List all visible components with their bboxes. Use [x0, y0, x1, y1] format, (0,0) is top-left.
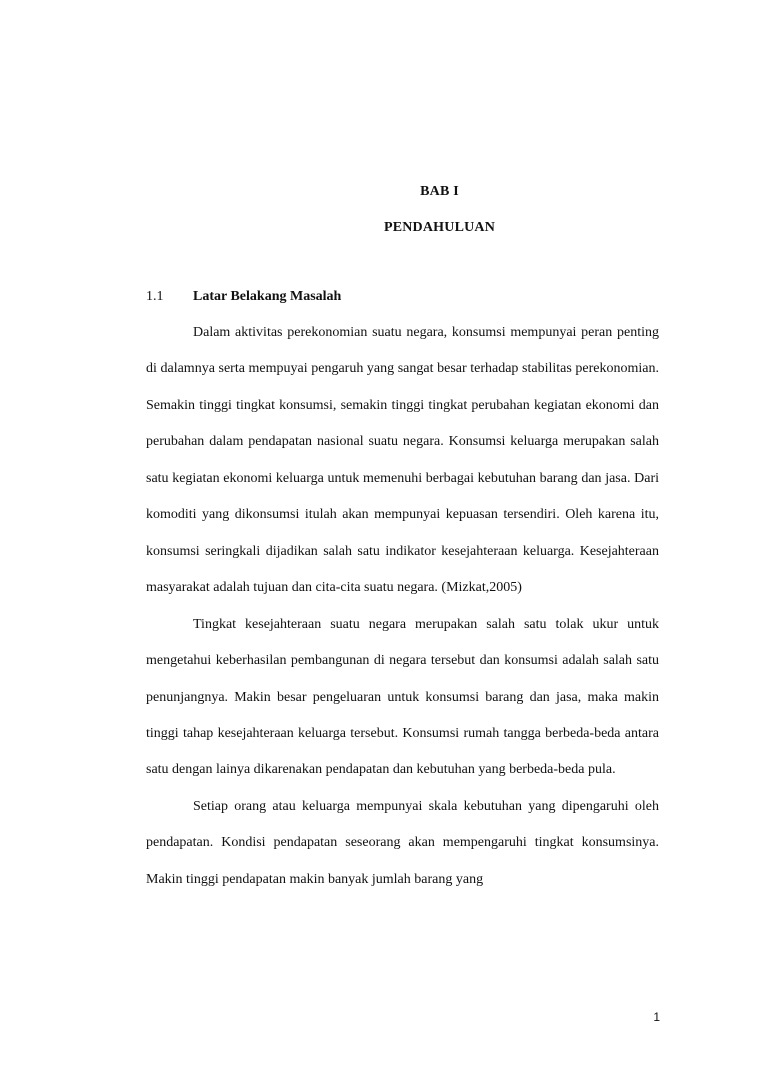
paragraph-3: Setiap orang atau keluarga mempunyai skala kebutuhan yang dipengaruhi oleh pendapatan. Kondisi pendapatan seseorang akan mempengaruhi tingkat konsumsinya. Makin tinggi pendapatan makin banyak jumlah barang yang	[146, 798, 659, 887]
paragraph-1: Dalam aktivitas perekonomian suatu negara, konsumsi mempunyai peran penting di dalamnya serta mempuyai pengaruh yang sangat besar terhadap stabilitas perekonomian. Semakin tinggi tingkat konsumsi, semakin tinggi tingkat perubahan kegiatan ekonomi dan perubahan dalam pendapatan nasional suatu negara. Konsumsi keluarga merupakan salah satu kegiatan ekonomi keluarga untuk memenuhi berbagai kebutuhan barang dan jasa. Dari komoditi yang dikonsumsi itulah akan mempunyai kepuasan tersendiri. Oleh karena itu, konsumsi seringkali dijadikan salah satu indikator kesejahteraan keluarga. Kesejahteraan masyarakat adalah tujuan dan cita-cita suatu negara. (Mizkat,2005)	[146, 325, 659, 596]
chapter-number: BAB I	[420, 184, 459, 199]
page-number: 1	[653, 1010, 660, 1024]
section-title: Latar Belakang Masalah	[193, 289, 342, 304]
section-heading	[146, 289, 341, 305]
body-text	[146, 315, 659, 898]
paragraph-2: Tingkat kesejahteraan suatu negara merupakan salah satu tolak ukur untuk mengetahui keberhasilan pembangunan di negara tersebut dan konsumsi adalah salah satu penunjangnya. Makin besar pengeluaran untuk konsumsi barang dan jasa, maka makin tinggi tahap kesejahteraan keluarga tersebut. Konsumsi rumah tangga berbeda-beda antara satu dengan lainya dikarenakan pendapatan dan kebutuhan yang berbeda-beda pula.	[146, 616, 659, 778]
chapter-title: PENDAHULUAN	[383, 220, 496, 235]
section-number: 1.1	[146, 289, 164, 304]
